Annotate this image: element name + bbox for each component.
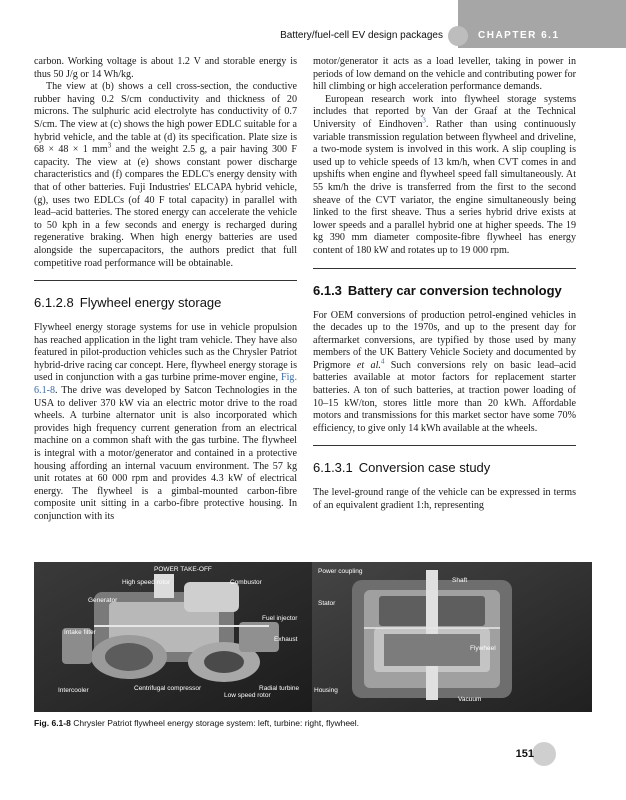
- section-title: Flywheel energy storage: [79, 295, 222, 311]
- right-column: [313, 56, 576, 513]
- label-combustor: Combustor: [230, 579, 262, 586]
- right-paragraph-3-end: Such conversions rely on basic lead–acid batteries available at motor factors for replacement starter batteries. A ton of such batteries, at traction power loading of 10–15 kW/ton, stores little more than 20 kWh. Affordable motors and transmissions for this market sector have some 70% efficiency, to give only 14 kWh available at the wheels.: [313, 359, 576, 434]
- section-number: 6.1.3: [313, 282, 342, 298]
- label-fuel-injector: Fuel injector: [262, 615, 298, 622]
- right-paragraph-1: motor/generator it acts as a load leveller, taking in power in periods of low demand on the vehicle and contributing power for hill climbing or high acceleration performance demands.: [313, 56, 576, 93]
- et-al: et al.: [356, 359, 381, 371]
- chapter-label: CHAPTER 6.1: [478, 30, 560, 41]
- section-rule: [34, 280, 297, 281]
- label-housing: Housing: [314, 687, 338, 694]
- label-stator: Stator: [318, 600, 336, 607]
- label-vacuum: Vacuum: [458, 696, 482, 703]
- left-paragraph-3: [34, 322, 297, 524]
- label-power-takeoff: POWER TAKE-OFF: [154, 566, 212, 573]
- label-intake-filter: Intake filter: [64, 629, 96, 636]
- label-shaft: Shaft: [452, 577, 468, 584]
- left-paragraph-3-text: Flywheel energy storage systems for use in vehicle propulsion has reached application in the light tram vehicle. They have also featured in pilot-production vehicles such as the Chrysler Patriot hybrid-drive racing car concept. Here, flywheel energy storage is used in conjunction with a gas turbine prime-mover engine,: [34, 322, 297, 384]
- figure-illustration: [34, 562, 592, 712]
- flywheel-drawing: [352, 570, 512, 700]
- section-heading-flywheel: [34, 295, 297, 310]
- figure-reference-link[interactable]: Fig. 6.1-8: [34, 372, 297, 397]
- page-header: [0, 0, 626, 48]
- section-number: 6.1.2.8: [34, 295, 74, 311]
- right-paragraph-3: [313, 310, 576, 436]
- left-paragraph-2-text: The view at (b) shows a cell cross-section, the conductive rubber having 0.2 S/cm conductivity and thickness of 20 microns. The sulphuric acid electrolyte has conductivity of 0.7 S/cm. The view at (c) shows the high power EDLC suitable for a hybrid vehicle, and the table at (d) its specification. Plate size is 68 × 48 × 1 mm: [34, 81, 297, 156]
- left-paragraph-2-end: and the weight 2.5 g, a pair having 300 F capacity. The view at (e) shows constant power discharge characteristics and (f) compares the EDLC's energy density with that of other batteries. Fuji Industries' ELCAPA hybrid vehicle, (g), uses two EDLCs (of 40 F total capacity) in parallel with lead–acid batteries. The stored energy can accelerate the vehicle to 50 kph in a few seconds and energy is recharged during regenerative braking. When high energy batteries are used alongside the supercapacitors, the authors predict that full competitive road performance will be obtainable.: [34, 144, 297, 269]
- left-paragraph-1: carbon. Working voltage is about 1.2 V and storable energy is thus 50 J/g or 14 Wh/kg.: [34, 56, 297, 80]
- label-intercooler: Intercooler: [58, 687, 89, 694]
- right-paragraph-3-text: For OEM conversions of production petrol-engined vehicles in the decades up to the 1970s, and up to the present day for aftermarket conversions, are typified by those used by many members of the UK Battery Vehicle Society and documented by Prigmore: [313, 309, 576, 371]
- figure-caption: [34, 718, 594, 728]
- section-heading-conversion: [313, 283, 576, 298]
- label-exhaust: Exhaust: [274, 636, 298, 643]
- right-paragraph-2-end: . Rather than using continuously variable transmission regulation between flywheel and driveline, a two-mode system is involved in this work. A slip coupling is used up to vehicle speeds of 13 km/h, when CVT comes in and upshifts when engine and flywheel speed fall simultaneously. At 55 km/h the drive is transferred from the first to the second sheave of the CVT variator, the engine simultaneously being linked to the first sheave. Thus a series hybrid drive exists at lower speeds and a parallel hybrid one at higher speeds. The 19 kg 390 mm diameter composite-fibre flywheel has energy content of 180 kW and rotates up to 19 000 rpm.: [313, 118, 576, 256]
- label-high-speed-rotor: High speed rotor: [122, 579, 171, 586]
- caption-text: Chrysler Patriot flywheel energy storage system: left, turbine: right, flywheel.: [73, 718, 360, 728]
- section-title: Battery car conversion technology: [347, 282, 562, 298]
- right-paragraph-2-text: European research work into flywheel storage systems includes that reported by Van der Graaf at the Technical University of Eindhoven: [313, 93, 576, 130]
- section-title: Conversion case study: [358, 460, 491, 476]
- section-heading-case-study: [313, 460, 576, 475]
- label-centrifugal-compressor: Centrifugal compressor: [134, 685, 202, 692]
- label-low-speed-rotor: Low speed rotor: [224, 692, 271, 699]
- superscript: 3: [107, 141, 112, 150]
- right-paragraph-4: The level-ground range of the vehicle can be expressed in terms of an equivalent gradient 1:h, representing: [313, 487, 576, 512]
- page-number: 151: [515, 748, 534, 760]
- section-rule: [313, 445, 576, 446]
- reference-superscript[interactable]: 4: [380, 357, 385, 366]
- caption-label: Fig. 6.1-8: [34, 718, 71, 728]
- chapter-tab-circle-icon: [448, 26, 468, 46]
- section-number: 6.1.3.1: [313, 460, 353, 476]
- label-power-coupling: Power coupling: [318, 568, 363, 575]
- label-generator: Generator: [88, 597, 118, 604]
- right-paragraph-2: [313, 94, 576, 258]
- left-column: [34, 56, 297, 524]
- running-title: Battery/fuel-cell EV design packages: [280, 30, 443, 41]
- figure-6-1-8: [34, 562, 592, 712]
- left-paragraph-2: [34, 81, 297, 270]
- label-radial-turbine: Radial turbine: [259, 685, 300, 692]
- label-flywheel: Flywheel: [470, 645, 496, 652]
- page-number-circle-icon: [532, 742, 556, 766]
- reference-superscript[interactable]: 3: [422, 116, 426, 125]
- left-paragraph-3-end: . The drive was developed by Satcon Technologies in the USA to deliver 370 kW via an electric motor drive to the road wheels. A turbine alternator unit is also incorporated which provides high frequency current generation from an electrical machine on a common shaft with the gas turbine. The flywheel is integral with a motor/generator and contained in a protective housing affording an internal vacuum environment. The 57 kg unit rotates at 60 000 rpm and provides 4.3 kW of electrical energy. The flywheel is a gimbal-mounted carbon-fibre composite unit sitting in a carbo-fibre protective housing. In conjunction with its: [34, 385, 297, 522]
- section-rule: [313, 268, 576, 269]
